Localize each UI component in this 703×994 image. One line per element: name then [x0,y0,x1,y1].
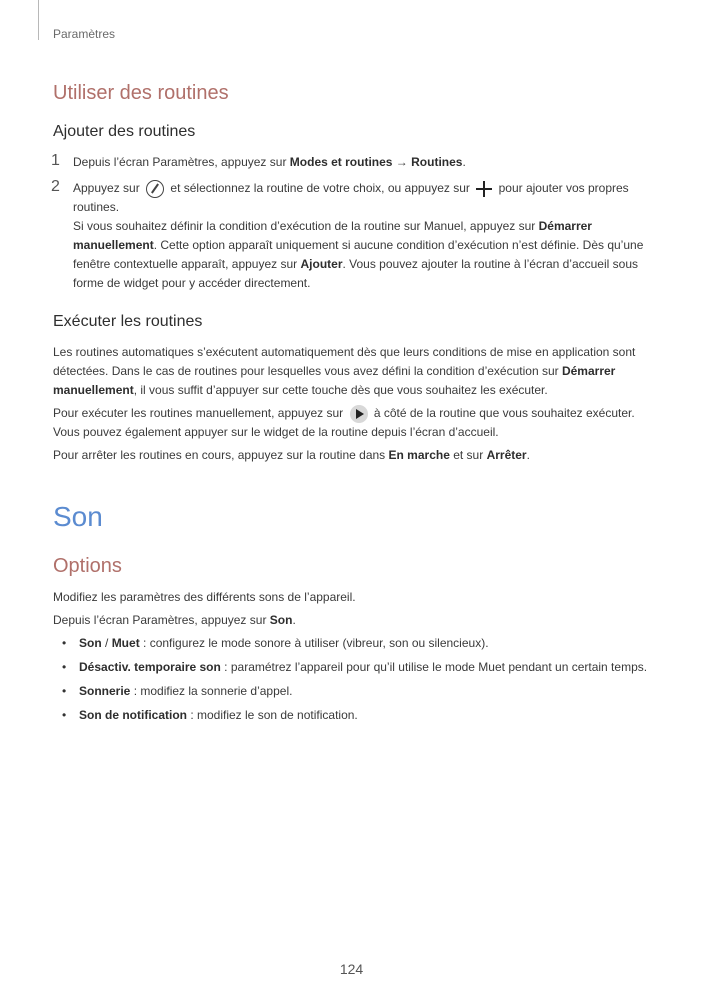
step-number: 1 [51,152,60,169]
run-paragraph-3: Pour arrêter les routines en cours, appuyez sur la routine dans En marche et sur Arrêter. [53,448,530,462]
list-item: • Désactiv. temporaire son : paramétrez l’appareil pour qu’il utilise le mode Muet pendant un certain temps. [53,658,653,677]
run-paragraph-2: Pour exécuter les routines manuellement, appuyez sur à côté de la routine que vous souhaitez exécuter. Vous pouvez également appuyer sur le widget de la routine depuis l’écran d’accueil. [53,406,635,439]
son-intro: Modifiez les paramètres des différents sons de l’appareil. [53,590,356,604]
page-content [53,82,653,730]
running-header: Paramètres [53,27,116,41]
menu-modes-routines: Modes et routines [289,155,393,169]
menu-routines: Routines [411,155,463,169]
subsection-title-add: Ajouter des routines [53,123,196,140]
son-options-list [53,634,653,725]
subsection-title-run: Exécuter les routines [53,313,203,330]
step-1: 1 Depuis l’écran Paramètres, appuyez sur Modes et routines → Routines. [51,152,466,169]
run-paragraph-1: Les routines automatiques s’exécutent automatiquement dès que leurs conditions de mise en application sont détectées. Dans le cas de routines pour lesquelles vous avez défini la condition d’exécution sur Démarrer manuellement, il vous suffit d’appuyer sur cette touche dès que vous souhaitez les exécuter. [53,345,636,397]
section-title-options: Options [53,555,122,577]
list-item: • Sonnerie : modifiez la sonnerie d’appel. [53,682,653,701]
page-number: 124 [339,961,364,977]
header-rule [38,0,39,40]
chapter-title-son: Son [53,501,103,532]
section-title-routines: Utiliser des routines [53,82,229,104]
step-number: 2 [51,178,60,195]
list-item: • Son / Muet : configurez le mode sonore à utiliser (vibreur, son ou silencieux). [53,634,653,653]
step-2: 2 Appuyez sur et sélectionnez la routine de votre choix, ou appuyez sur pour ajouter vos propres routines. Si vous souhaitez définir la condition d’exécution de la routine sur Manuel, appuyez sur Démarrer manuellement. Cette option apparaît uniquement si aucune condition d’exécution n’est définie. Dès qu’une fenêtre contextuelle apparaît, appuyez sur Ajouter. Vous pouvez ajouter la routine à l’écran d’accueil sous forme de widget pour y accéder directement. [51,178,644,290]
play-icon [350,405,368,423]
list-item: • Son de notification : modifiez le son de notification. [53,706,653,725]
routine-compass-icon [146,180,164,198]
son-path: Depuis l’écran Paramètres, appuyez sur Son. [53,613,296,627]
plus-icon [476,181,492,197]
